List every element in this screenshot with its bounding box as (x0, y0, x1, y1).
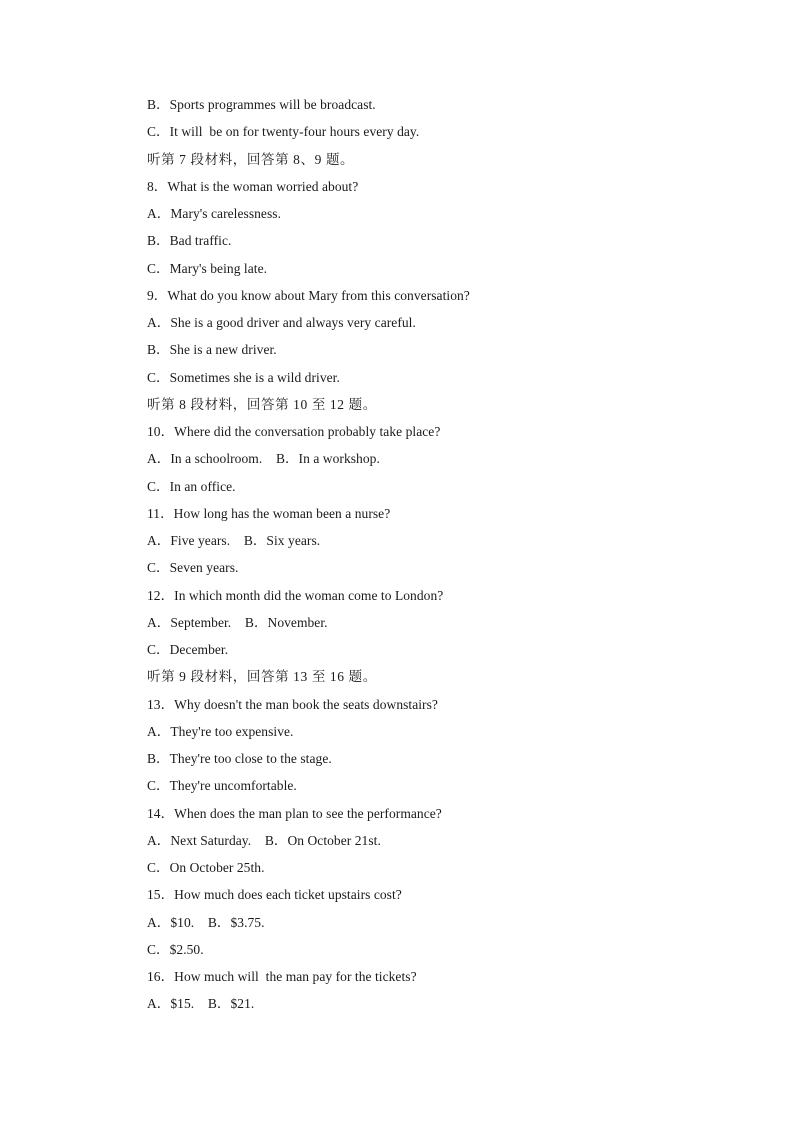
answer-option: C．It will be on for twenty-four hours every day. (147, 124, 420, 140)
answer-option: B．Sports programmes will be broadcast. (147, 97, 376, 112)
section-heading: 听第 7 段材料，回答第 8、9 题。 (147, 151, 355, 167)
answer-option: A．$10. B．$3.75. (147, 914, 265, 930)
question-text: 15．How much does each ticket upstairs cost? (147, 887, 402, 903)
answer-option: A．She is a good driver and always very careful. (147, 315, 416, 330)
question-text: 13．Why doesn't the man book the seats downstairs? (147, 696, 438, 712)
answer-option: C．They're uncomfortable. (147, 778, 297, 794)
answer-option: C．In an office. (147, 478, 236, 494)
section-heading: 听第 9 段材料，回答第 13 至 16 题。 (147, 669, 377, 685)
question-text: 9．What do you know about Mary from this conversation? (147, 287, 470, 303)
answer-option: C．Mary's being late. (147, 260, 268, 276)
answer-option: A．Next Saturday. B．On October 21st. (147, 832, 381, 848)
question-text: 11．How long has the woman been a nurse? (147, 505, 391, 521)
answer-option: A．September. B．November. (147, 614, 328, 630)
answer-option: A．In a schoolroom. B．In a workshop. (147, 451, 380, 467)
answer-option: A．They're too expensive. (147, 723, 294, 739)
answer-option: B．She is a new driver. (147, 342, 277, 358)
answer-option: C．December. (147, 642, 229, 657)
section-heading: 听第 8 段材料，回答第 10 至 12 题。 (147, 396, 377, 412)
question-text: 8．What is the woman worried about? (147, 178, 359, 194)
question-text: 14．When does the man plan to see the performance? (147, 805, 442, 821)
document-body (147, 94, 747, 1021)
answer-option: A．Mary's carelessness. (147, 206, 281, 221)
question-text: 12．In which month did the woman come to London? (147, 587, 444, 603)
answer-option: C．Seven years. (147, 560, 239, 576)
answer-option: C．Sometimes she is a wild driver. (147, 369, 340, 385)
question-text: 10．Where did the conversation probably take place? (147, 424, 441, 439)
answer-option: C．On October 25th. (147, 860, 265, 875)
answer-option: B．They're too close to the stage. (147, 751, 332, 766)
answer-option: B．Bad traffic. (147, 233, 232, 249)
question-text: 16．How much will the man pay for the tickets? (147, 969, 417, 984)
answer-option: A．$15. B．$21. (147, 996, 255, 1012)
answer-option: A．Five years. B．Six years. (147, 533, 321, 548)
answer-option: C．$2.50. (147, 941, 204, 957)
